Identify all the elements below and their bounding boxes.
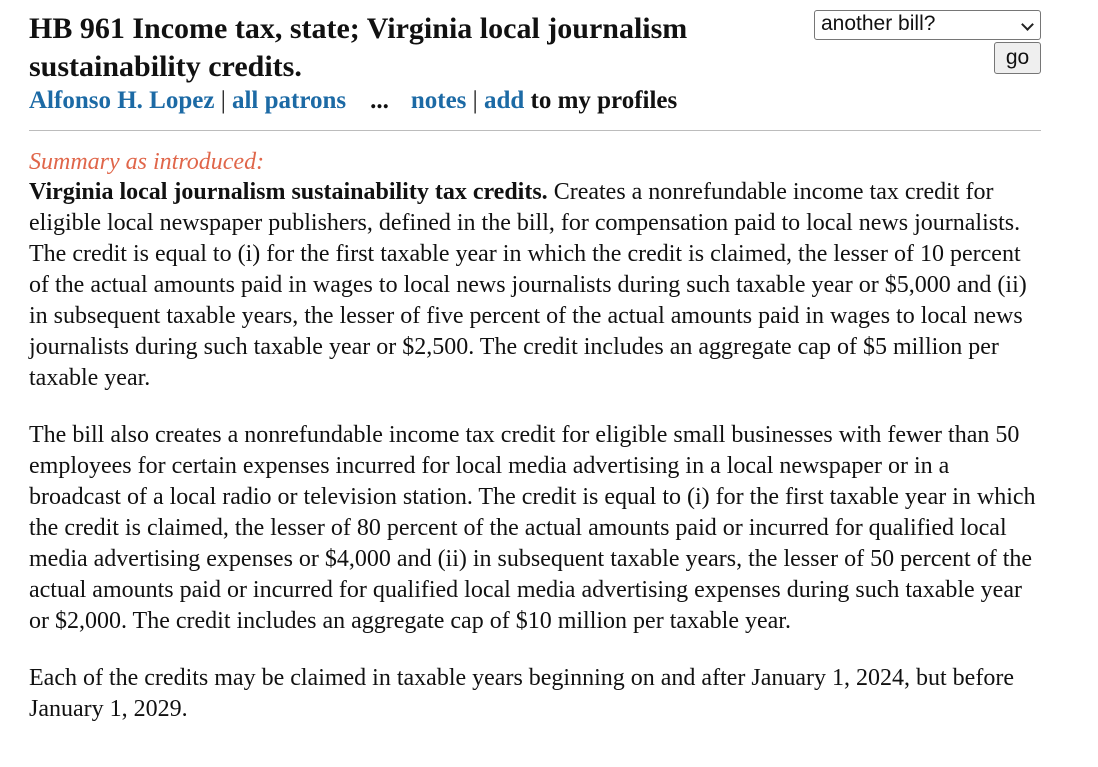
another-bill-select[interactable] (814, 10, 1041, 40)
notes-link[interactable]: notes (410, 87, 467, 114)
go-button[interactable]: go (994, 42, 1041, 74)
patron-link[interactable]: Alfonso H. Lopez (29, 87, 215, 114)
summary-lead: Virginia local journalism sustainability tax credits. (29, 179, 548, 205)
chevron-down-icon (1021, 18, 1034, 31)
summary-label: Summary as introduced: (29, 149, 265, 175)
patron-line (29, 86, 1041, 116)
summary-paragraph-3: Each of the credits may be claimed in taxable years beginning on and after January 1, 2024, but before January 1, 2029. (29, 665, 1014, 722)
summary-paragraph-2: The bill also creates a nonrefundable income tax credit for eligible small businesses with fewer than 50 employees for certain expenses incurred for local media advertising in a local newspaper or in a broadcast of a local radio or television station. The credit is equal to (i) for the first taxable year in which the credit is claimed, the lesser of 80 percent of the actual amounts paid or incurred for qualified local media advertising expenses or $4,000 and (ii) in subsequent taxable years, the lesser of 50 percent of the actual amounts paid or incurred for qualified local media advertising expenses during such taxable year or $2,000. The credit includes an aggregate cap of $10 million per taxable year. (29, 422, 1036, 634)
all-patrons-link[interactable]: all patrons (231, 87, 347, 114)
separator: | (214, 87, 232, 114)
divider (29, 130, 1041, 131)
separator: | (466, 87, 484, 114)
profiles-suffix: to my profiles (530, 87, 678, 114)
ellipsis: ... (370, 87, 389, 114)
bill-header (29, 10, 1041, 128)
summary-text-1: Creates a nonrefundable income tax credit for eligible local newspaper publishers, defined in the bill, for compensation paid to local news journalists. The credit is equal to (i) for the first taxable year in which the credit is claimed, the lesser of 10 percent of the actual amounts paid in wages to local news journalists during such taxable year or $5,000 and (ii) in subsequent taxable years, the lesser of five percent of the actual amounts paid in wages to local news journalists during such taxable year or $2,500. The credit includes an aggregate cap of $5 million per taxable year. (29, 179, 1027, 391)
select-value: another bill? (821, 12, 936, 35)
add-link[interactable]: add (483, 87, 525, 114)
bill-page (29, 10, 1041, 725)
summary-paragraph-1 (29, 177, 1041, 394)
bill-title: HB 961 Income tax, state; Virginia local journalism sustainability credits. (29, 12, 688, 83)
